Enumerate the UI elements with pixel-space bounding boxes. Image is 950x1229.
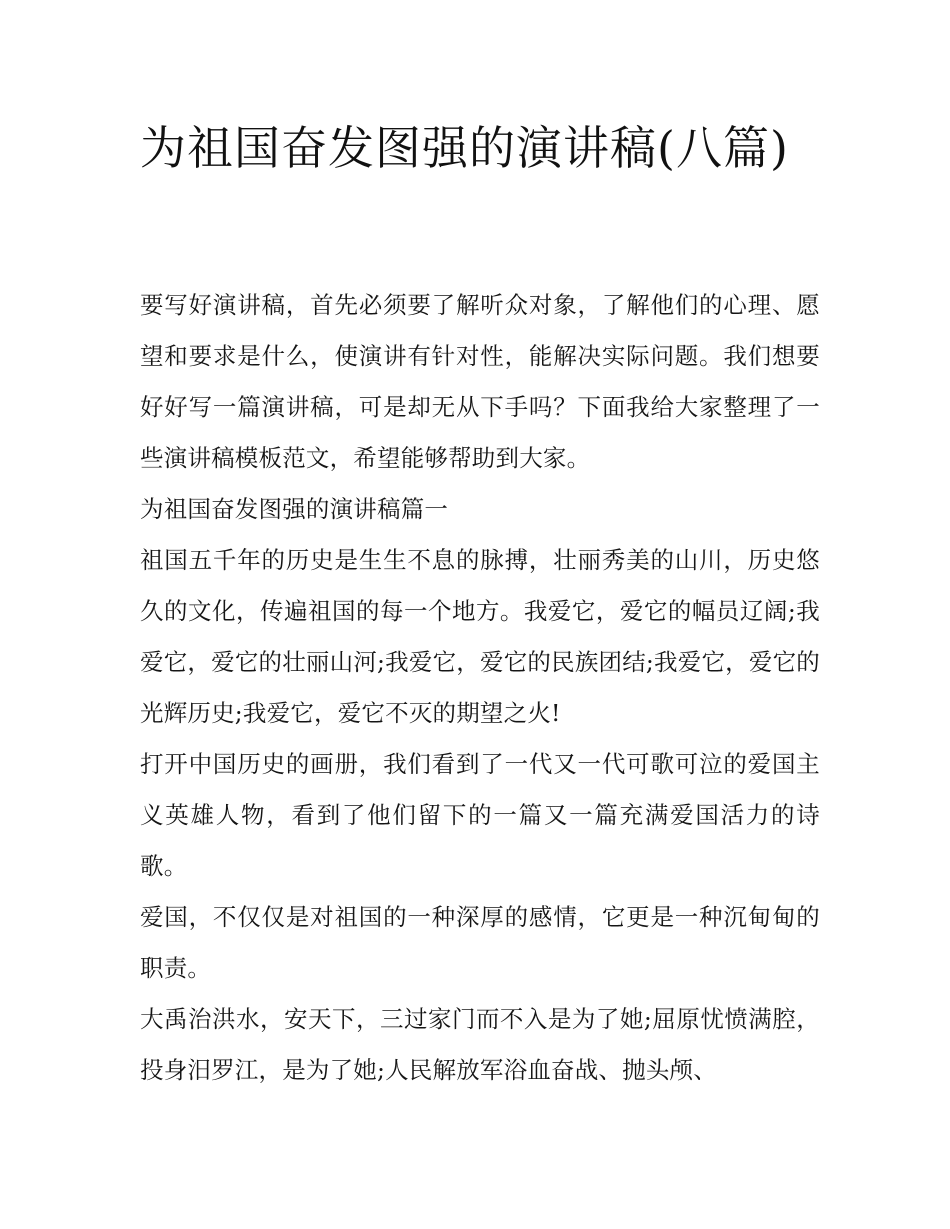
body-paragraph: 大禹治洪水，安天下，三过家门而不入是为了她;屈原忧愤满腔，投身汨罗江，是为了她;人民解放军浴血奋战、抛头颅、	[140, 1005, 820, 1084]
body-paragraph: 祖国五千年的历史是生生不息的脉搏，壮丽秀美的山川，历史悠久的文化，传遍祖国的每一个地方。我爱它，爱它的幅员辽阔;我爱它，爱它的壮丽山河;我爱它，爱它的民族团结;我爱它，爱它的光辉历史;我爱它，爱它不灭的期望之火!	[140, 546, 820, 727]
body-paragraph: 爱国，不仅仅是对祖国的一种深厚的感情，它更是一种沉甸甸的职责。	[140, 903, 820, 982]
body-paragraph: 打开中国历史的画册，我们看到了一代又一代可歌可泣的爱国主义英雄人物，看到了他们留下的一篇又一篇充满爱国活力的诗歌。	[140, 750, 820, 880]
intro-paragraph: 要写好演讲稿，首先必须要了解听众对象，了解他们的心理、愿望和要求是什么，使演讲有针对性，能解决实际问题。我们想要好好写一篇演讲稿，可是却无从下手吗？下面我给大家整理了一些演讲稿模板范文，希望能够帮助到大家。	[140, 291, 820, 472]
document-title: 为祖国奋发图强的演讲稿(八篇)	[140, 121, 789, 175]
section-heading: 为祖国奋发图强的演讲稿篇一	[140, 495, 449, 523]
document-body	[140, 280, 820, 1096]
